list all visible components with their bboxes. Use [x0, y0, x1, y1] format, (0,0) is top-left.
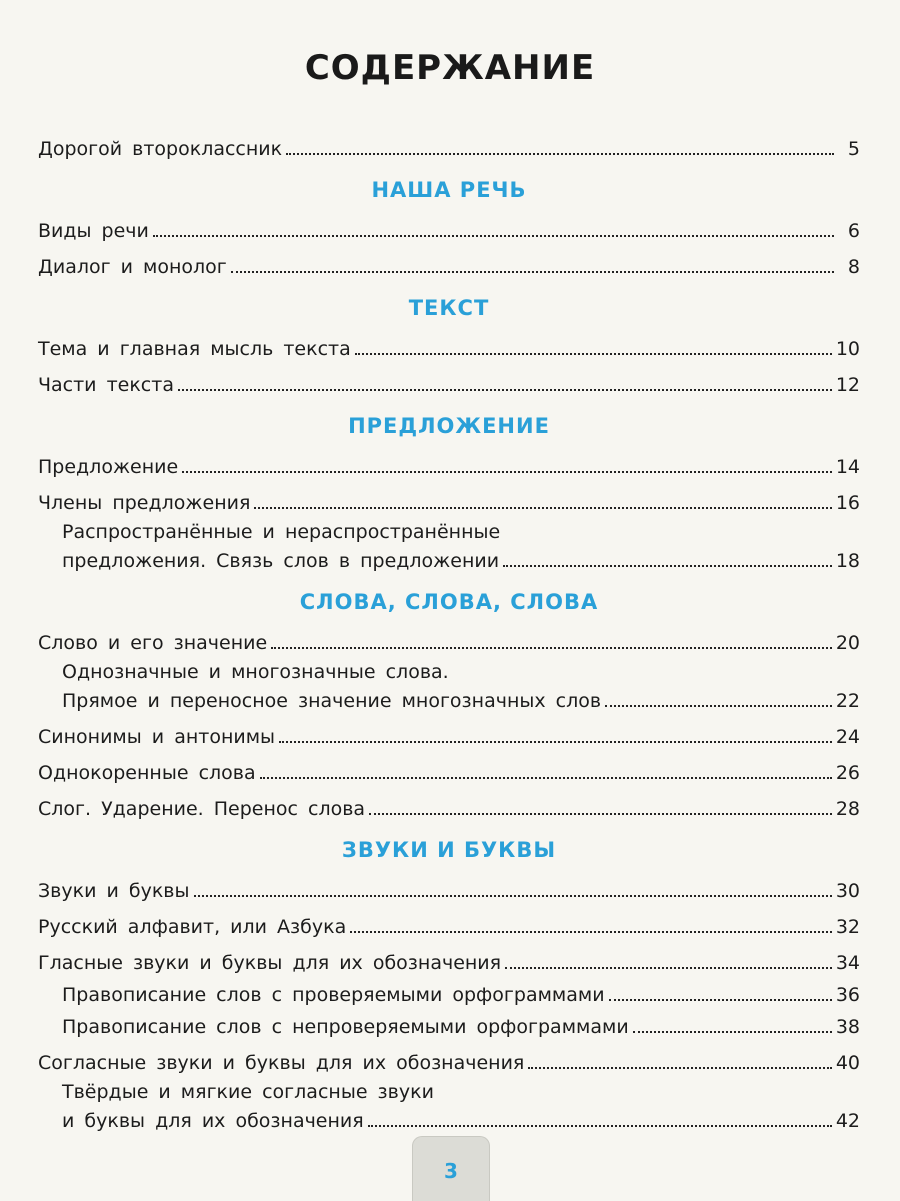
section-heading-zvuki-i-bukvy: ЗВУКИ И БУКВЫ: [341, 838, 557, 862]
dot-leader: [609, 999, 832, 1001]
toc-entry-label: Диалог и монолог: [38, 256, 227, 278]
toc-entry-page: 10: [835, 338, 860, 360]
toc-entry[interactable]: [38, 879, 860, 903]
toc-entry[interactable]: [62, 689, 860, 713]
toc-entry[interactable]: [38, 797, 860, 821]
dot-leader: [505, 967, 832, 969]
section-heading-slova: СЛОВА, СЛОВА, СЛОВА: [299, 590, 599, 614]
dot-leader: [633, 1031, 832, 1033]
toc-entry[interactable]: [62, 983, 860, 1007]
dot-leader: [369, 813, 832, 815]
toc-entry[interactable]: [38, 1051, 860, 1075]
toc-entry[interactable]: [38, 761, 860, 785]
toc-entry[interactable]: [38, 491, 860, 515]
toc-entry[interactable]: [62, 1015, 860, 1039]
toc-entry-page: 14: [835, 456, 860, 478]
toc-entry-page: 32: [835, 916, 860, 938]
toc-entry[interactable]: [38, 725, 860, 749]
toc-entry-label: Виды речи: [38, 220, 149, 242]
toc-entry-first-line: Однозначные и многозначные слова.: [62, 661, 449, 683]
page-number-tab: [412, 1136, 490, 1201]
toc-entry[interactable]: [38, 219, 860, 243]
dot-leader: [528, 1067, 831, 1069]
toc-entry-page: 6: [847, 220, 860, 242]
dot-leader: [605, 705, 832, 707]
toc-entry-page: 38: [835, 1016, 860, 1038]
toc-entry-label: Части текста: [38, 374, 174, 396]
toc-entry-intro[interactable]: [38, 137, 860, 161]
toc-entry-page: 16: [835, 492, 860, 514]
toc-entry[interactable]: [38, 915, 860, 939]
toc-entry-label: Дорогой второклассник: [38, 138, 283, 160]
toc-entry-label: Прямое и переносное значение многозначных слов: [62, 690, 602, 712]
toc-entry[interactable]: [38, 255, 860, 279]
toc-entry-label: Правописание слов с проверяемыми орфограммами: [62, 984, 605, 1006]
toc-entry-page: 18: [835, 550, 860, 572]
dot-leader: [153, 235, 834, 237]
page-number: 3: [444, 1159, 458, 1183]
toc-entry[interactable]: [38, 337, 860, 361]
dot-leader: [503, 565, 832, 567]
toc-entry-page: 40: [835, 1052, 860, 1074]
toc-entry[interactable]: [38, 373, 860, 397]
toc-entry-first-line: Твёрдые и мягкие согласные звуки: [62, 1081, 434, 1103]
toc-entry-page: 42: [835, 1110, 860, 1132]
dot-leader: [355, 353, 832, 355]
toc-entry-page: 24: [835, 726, 860, 748]
toc-entry-label: Тема и главная мысль текста: [38, 338, 351, 360]
section-heading-predlozhenie: ПРЕДЛОЖЕНИЕ: [348, 414, 550, 438]
dot-leader: [368, 1125, 832, 1127]
toc-entry-page: 20: [835, 632, 860, 654]
toc-entry-label: Слово и его значение: [38, 632, 268, 654]
toc-entry-label: Синонимы и антонимы: [38, 726, 276, 748]
toc-entry[interactable]: [38, 631, 860, 655]
toc-entry-label: Правописание слов с непроверяемыми орфограммами: [62, 1016, 629, 1038]
dot-leader: [286, 153, 834, 155]
toc-entry-label: предложения. Связь слов в предложении: [62, 550, 500, 572]
section-heading-nasha-rech: НАША РЕЧЬ: [371, 178, 527, 202]
toc-entry-label: Слог. Ударение. Перенос слова: [38, 798, 366, 820]
toc-entry-first-line: Распространённые и нераспространённые: [62, 521, 501, 543]
dot-leader: [178, 389, 832, 391]
toc-entry[interactable]: [38, 455, 860, 479]
toc-entry-label: Звуки и буквы: [38, 880, 190, 902]
toc-entry-page: 12: [835, 374, 860, 396]
dot-leader: [254, 507, 831, 509]
toc-entry[interactable]: [62, 549, 860, 573]
dot-leader: [231, 271, 834, 273]
dot-leader: [194, 895, 832, 897]
toc-entry-page: 34: [835, 952, 860, 974]
dot-leader: [271, 647, 832, 649]
dot-leader: [279, 741, 832, 743]
toc-entry[interactable]: [38, 951, 860, 975]
toc-entry[interactable]: [62, 1109, 860, 1133]
dot-leader: [182, 471, 832, 473]
toc-entry-label: Предложение: [38, 456, 179, 478]
toc-entry-page: 8: [847, 256, 860, 278]
dot-leader: [350, 931, 832, 933]
toc-entry-page: 26: [835, 762, 860, 784]
toc-entry-page: 36: [835, 984, 860, 1006]
toc-entry-page: 30: [835, 880, 860, 902]
dot-leader: [260, 777, 832, 779]
toc-entry-page: 22: [835, 690, 860, 712]
toc-entry-label: и буквы для их обозначения: [62, 1110, 364, 1132]
toc-entry-label: Согласные звуки и буквы для их обозначения: [38, 1052, 525, 1074]
toc-entry-label: Русский алфавит, или Азбука: [38, 916, 347, 938]
toc-entry-label: Гласные звуки и буквы для их обозначения: [38, 952, 502, 974]
section-heading-tekst: ТЕКСТ: [408, 296, 490, 320]
toc-entry-page: 5: [847, 138, 860, 160]
page-title: СОДЕРЖАНИЕ: [304, 48, 596, 88]
toc-entry-label: Члены предложения: [38, 492, 251, 514]
toc-entry-page: 28: [835, 798, 860, 820]
toc-entry-label: Однокоренные слова: [38, 762, 256, 784]
